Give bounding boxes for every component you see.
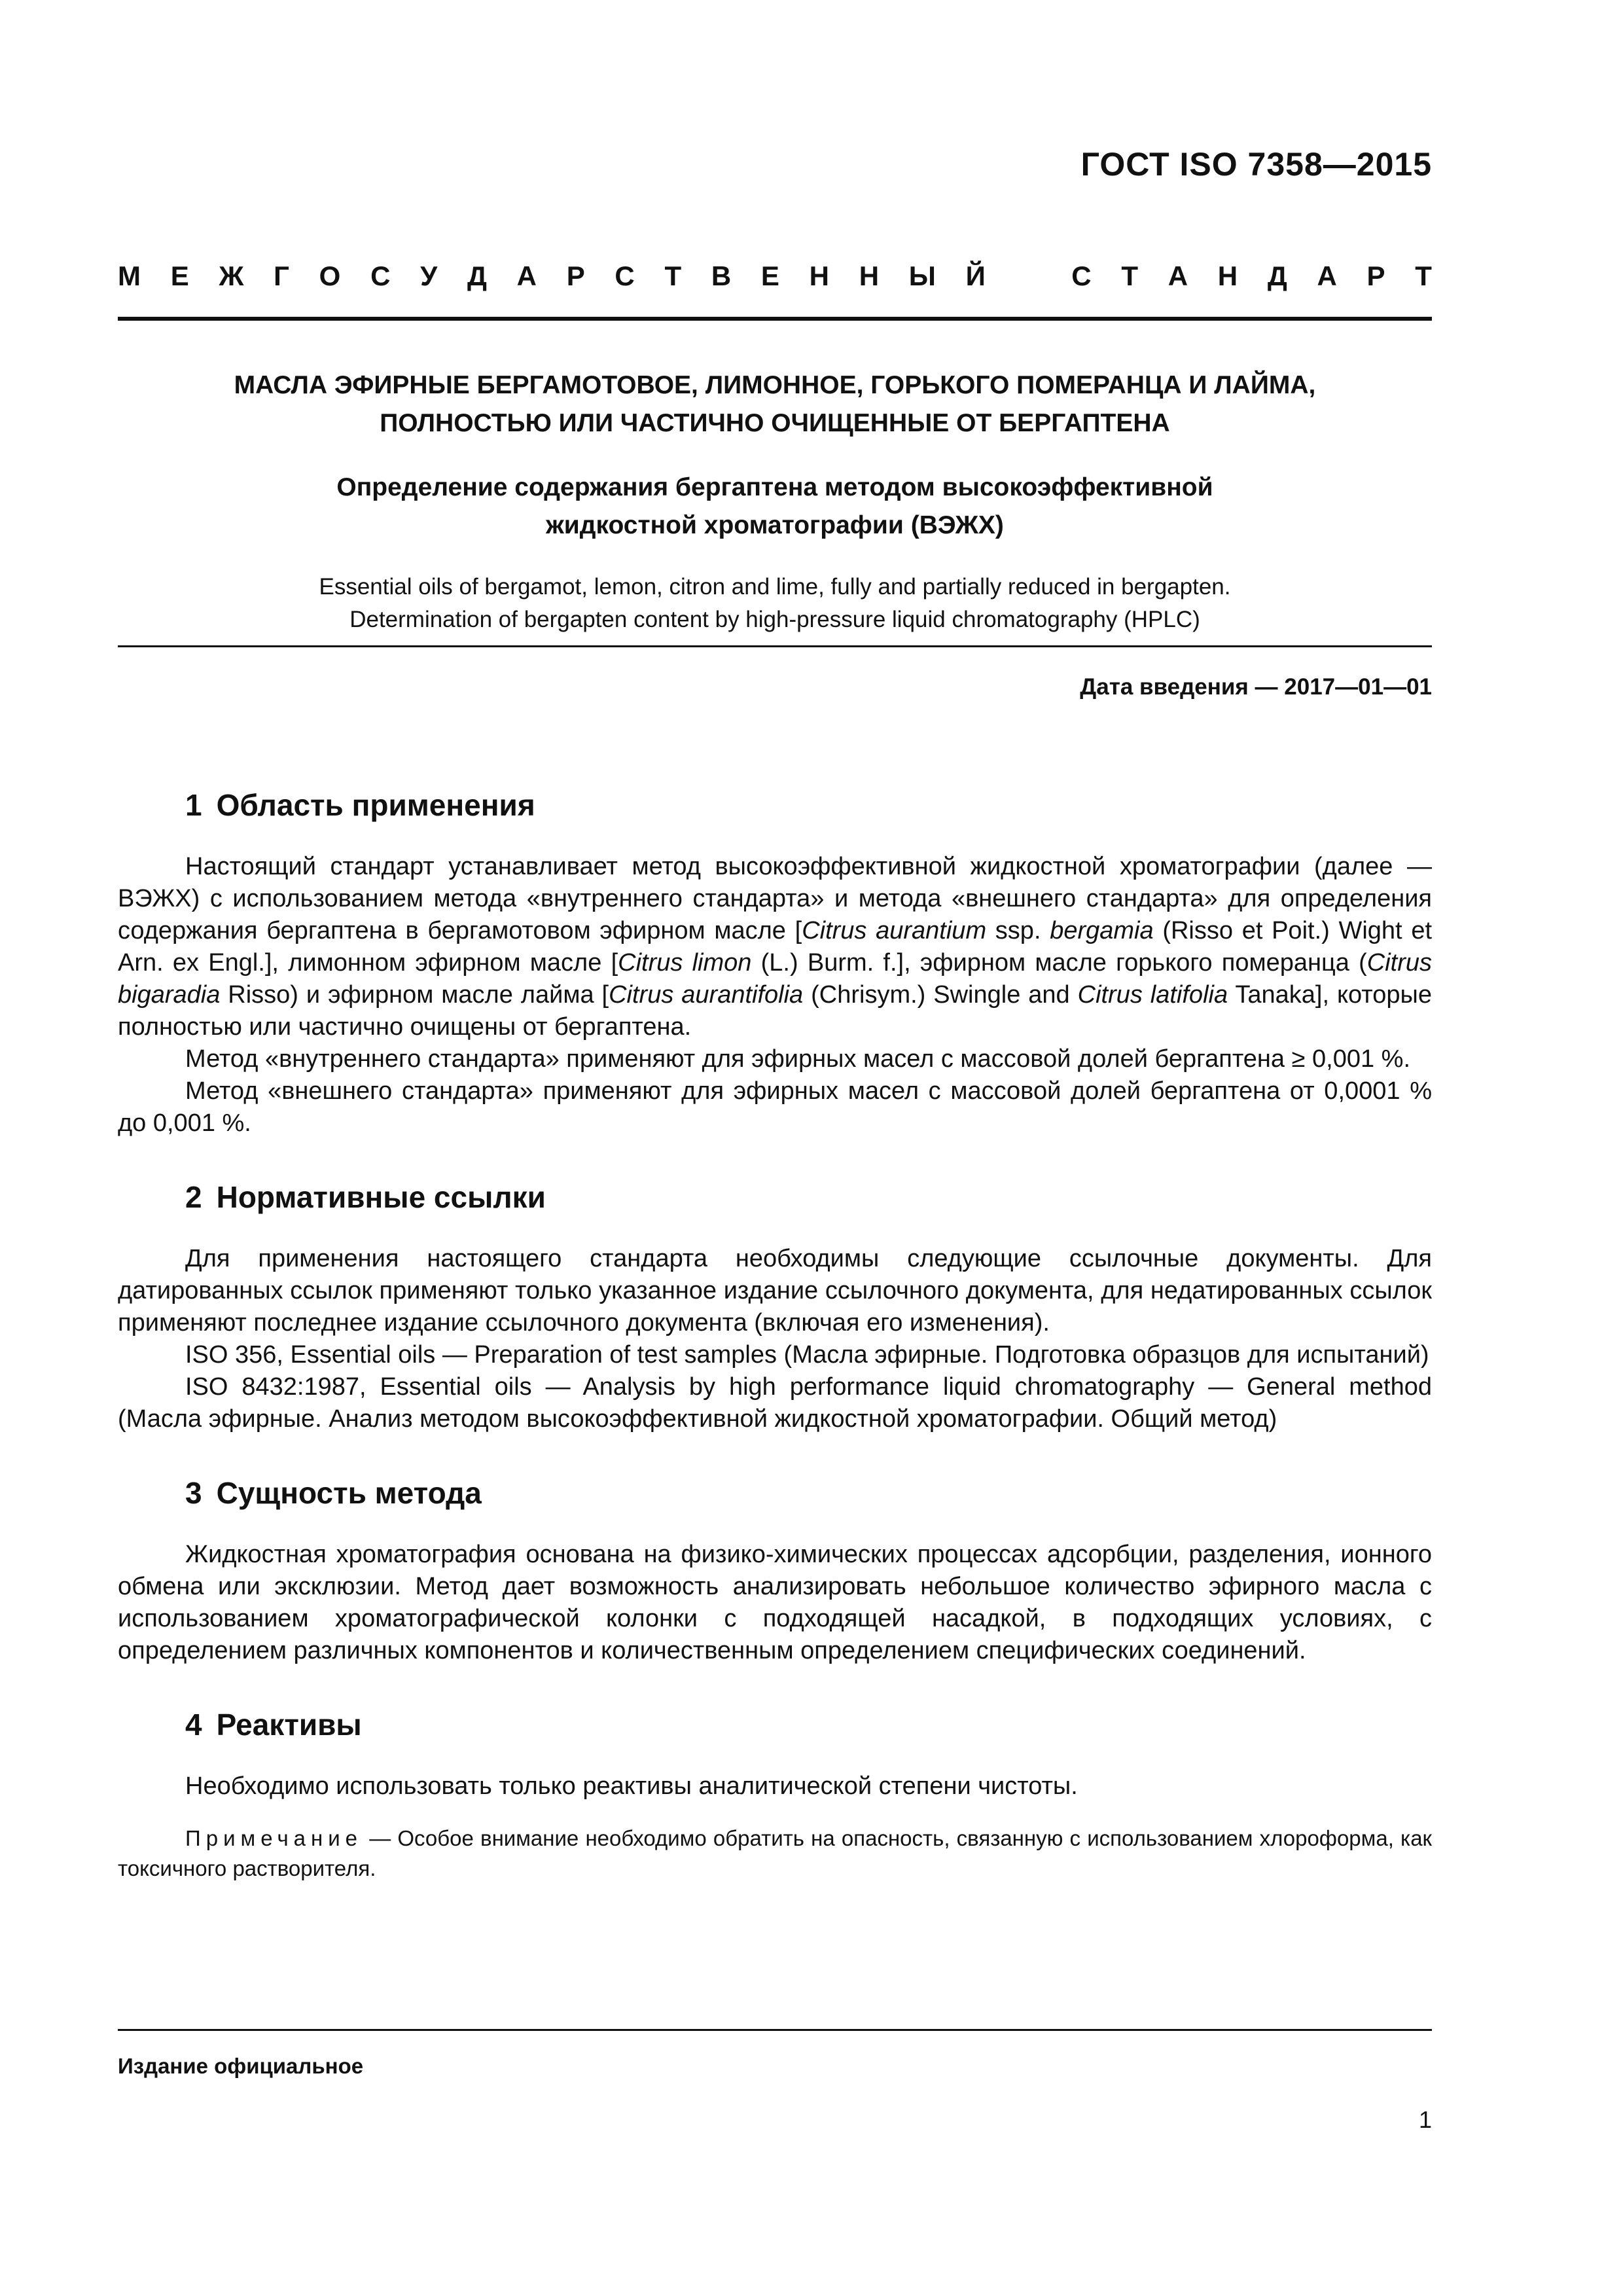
header-rule: [118, 317, 1432, 321]
banner-letter: А: [1317, 260, 1337, 291]
banner-letter: Й: [965, 260, 986, 291]
section-number: 1: [185, 788, 202, 822]
principle-paragraph: Жидкостная хроматография основана на физико-химических процессах адсорбции, разделения, ионного обмена или эксклюзии. Метод дает возможность анализировать небольшое количество эфирного масла с использованием хроматографической колонки с подходящей насадкой, в подходящих условиях, с определением различных компонентов и количественным определением специфических соединений.: [118, 1541, 1432, 1664]
note-label: Примечание: [185, 1826, 363, 1850]
english-title-line-1: Essential oils of bergamot, lemon, citron and lime, fully and partially reduced in bergapten.: [319, 574, 1231, 600]
banner-letter: С: [1071, 260, 1092, 291]
banner-letter: Н: [859, 260, 880, 291]
scope-paragraph-2: Метод «внутреннего стандарта» применяют для эфирных масел с массовой долей бергаптена ≥ 0,001 %.: [185, 1045, 1411, 1073]
english-title: [118, 571, 1432, 636]
banner-letter: В: [711, 260, 732, 291]
banner-letter: Т: [1415, 260, 1432, 291]
reference-iso-8432: ISO 8432:1987, Essential oils — Analysis by high performance liquid chromatography — General method (Масла эфирные. Анализ методом высокоэффективной жидкостной хроматографии. Общий метод): [118, 1373, 1432, 1433]
subtitle-line-1: Определение содержания бергаптена методом высокоэффективной: [336, 473, 1213, 501]
main-title: [118, 367, 1432, 442]
section-title: Сущность метода: [216, 1476, 482, 1510]
banner-letter: О: [319, 260, 341, 291]
section-number: 2: [185, 1180, 202, 1214]
document-code: ГОСТ ISO 7358—2015: [1080, 146, 1432, 183]
section-method-principle: [118, 1473, 1432, 1667]
main-title-line-1: МАСЛА ЭФИРНЫЕ БЕРГАМОТОВОЕ, ЛИМОННОЕ, ГОРЬКОГО ПОМЕРАНЦА И ЛАЙМА,: [234, 371, 1316, 399]
banner-letter: Д: [1267, 260, 1287, 291]
edition-label: Издание официальное: [118, 2054, 364, 2078]
note: [118, 1823, 1432, 1884]
standard-banner: [118, 260, 1432, 292]
banner-letter: Т: [664, 260, 682, 291]
banner-letter: Р: [1366, 260, 1385, 291]
section-title: Реактивы: [216, 1708, 362, 1742]
reference-iso-356: ISO 356, Essential oils — Preparation of test samples (Масла эфирные. Подготовка образцов для испытаний): [185, 1341, 1429, 1369]
section-heading: [118, 1705, 1432, 1744]
banner-letter: У: [420, 260, 438, 291]
banner-letter: С: [615, 260, 635, 291]
subtitle-line-2: жидкостной хроматографии (ВЭЖХ): [546, 511, 1004, 539]
title-rule: [118, 645, 1432, 647]
banner-letter: Н: [809, 260, 829, 291]
banner-letter: Р: [566, 260, 585, 291]
banner-word-gap: [1016, 260, 1042, 292]
scope-paragraph-1: Настоящий стандарт устанавливает метод высокоэффективной жидкостной хроматографии (далее — ВЭЖХ) с использованием метода «внутреннего стандарта» и метода «внешнего стандарта» для определения содержания бергаптена в бергамотовом эфирном масле [Citrus aurantium ssp. bergamia (Risso et Poit.) Wight et Arn. ex Engl.], лимонном эфирном масле [Citrus limon (L.) Burm. f.], эфирном масле горького померанца (Citrus bigaradia Risso) и эфирном масле лайма [Citrus aurantifolia (Chrisym.) Swingle and Citrus latifolia Tanaka], которые полностью или частично очищены от бергаптена.: [118, 853, 1433, 1041]
page-number: 1: [1418, 2106, 1432, 2133]
banner-letter: М: [118, 260, 141, 291]
banner-letter: С: [370, 260, 391, 291]
banner-letter: Н: [1217, 260, 1238, 291]
scope-paragraph-3: Метод «внешнего стандарта» применяют для эфирных масел с массовой долей бергаптена от 0,0001 % до 0,001 %.: [118, 1077, 1432, 1137]
banner-letter: А: [1168, 260, 1188, 291]
footer-rule: [118, 2029, 1432, 2031]
references-paragraph-1: Для применения настоящего стандарта необходимы следующие ссылочные документы. Для датированных ссылок применяют только указанное издание ссылочного документа, для недатированных ссылок применяют последнее издание ссылочного документа (включая его изменения).: [118, 1245, 1432, 1336]
subtitle: [118, 469, 1432, 545]
banner-letter: Г: [274, 260, 289, 291]
section-reagents: [118, 1705, 1432, 1884]
section-number: 4: [185, 1708, 202, 1742]
banner-letter: Е: [170, 260, 189, 291]
section-title: Область применения: [216, 788, 535, 822]
english-title-line-2: Determination of bergapten content by high-pressure liquid chromatography (HPLC): [349, 607, 1200, 632]
document-body: [118, 785, 1432, 1922]
reagents-paragraph: Необходимо использовать только реактивы аналитической степени чистоты.: [185, 1772, 1078, 1800]
banner-letter: Ж: [219, 260, 244, 291]
section-title: Нормативные ссылки: [216, 1180, 546, 1214]
section-number: 3: [185, 1476, 202, 1510]
banner-letter: Ы: [908, 260, 936, 291]
main-title-line-2: ПОЛНОСТЬЮ ИЛИ ЧАСТИЧНО ОЧИЩЕННЫЕ ОТ БЕРГАПТЕНА: [380, 409, 1170, 437]
banner-letter: А: [516, 260, 537, 291]
note-text: — Особое внимание необходимо обратить на опасность, связанную с использованием хлороформа, как токсичного растворителя.: [118, 1826, 1432, 1880]
banner-letter: Т: [1121, 260, 1138, 291]
section-heading: [118, 1473, 1432, 1513]
section-heading: [118, 785, 1432, 825]
section-scope: [118, 785, 1432, 1139]
section-references: [118, 1177, 1432, 1435]
introduction-date: Дата введения — 2017—01—01: [1080, 674, 1432, 700]
section-heading: [118, 1177, 1432, 1217]
banner-letter: Д: [467, 260, 487, 291]
banner-letter: Е: [760, 260, 779, 291]
